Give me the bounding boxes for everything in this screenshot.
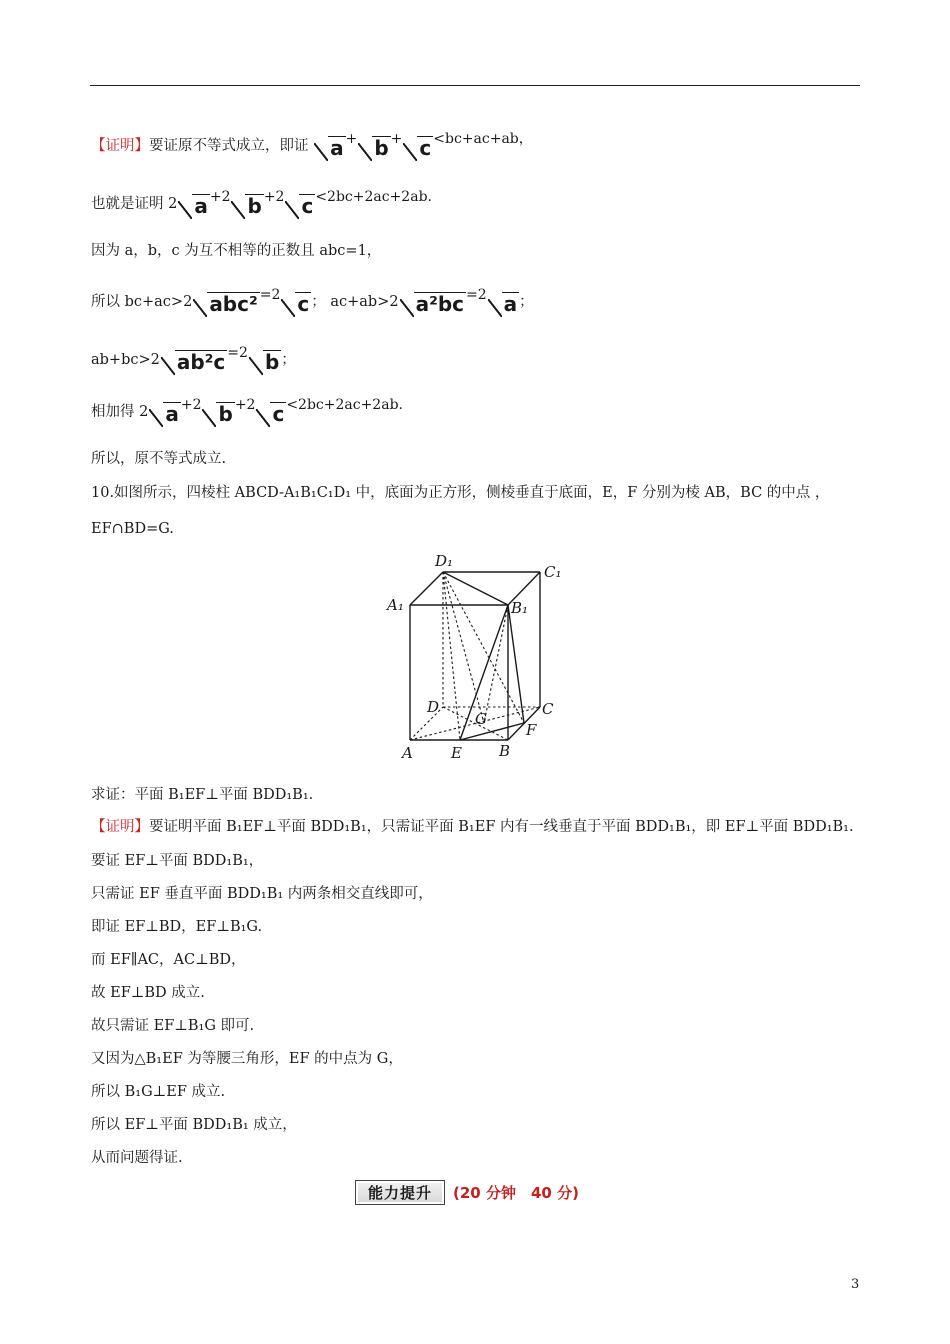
banner-title: 能力提升 bbox=[355, 1180, 445, 1205]
banner-subtitle: (20 分钟 40 分) bbox=[453, 1184, 579, 1202]
section-banner bbox=[355, 1180, 579, 1205]
proof1-line6: 相加得 2 a +2 b +2 c <2bc+2ac+2ab. bbox=[91, 397, 403, 426]
label-E: E bbox=[451, 744, 462, 762]
proof2-line9: 所以 B₁G⊥EF 成立. bbox=[91, 1084, 226, 1100]
proof2-line5: 而 EF∥AC，AC⊥BD， bbox=[91, 952, 246, 968]
proof2-line7: 故只需证 EF⊥B₁G 即可. bbox=[91, 1018, 255, 1034]
proof2-ask: 求证：平面 B₁EF⊥平面 BDD₁B₁. bbox=[91, 787, 314, 803]
question10-line1: 10.如图所示，四棱柱 ABCD-A₁B₁C₁D₁ 中，底面为正方形，侧棱垂直于底面，E，F 分别为棱 AB，BC 的中点 ， bbox=[91, 485, 830, 501]
proof1-line1: 【证明】要证原不等式成立，即证 a + b + c <bc+ac+ab， bbox=[91, 131, 533, 160]
label-D1: D₁ bbox=[435, 552, 454, 570]
proof2-line3: 只需证 EF 垂直平面 BDD₁B₁ 内两条相交直线即可， bbox=[91, 886, 433, 902]
proof2-line1: 【证明】要证明平面 B₁EF⊥平面 BDD₁B₁，只需证平面 B₁EF 内有一线垂直于平面 BDD₁B₁，即 EF⊥平面 BDD₁B₁. bbox=[91, 819, 854, 835]
proof-label: 【证明】 bbox=[91, 138, 149, 154]
proof1-line7: 所以，原不等式成立. bbox=[91, 451, 227, 467]
label-B: B bbox=[499, 742, 511, 760]
label-G: G bbox=[475, 710, 487, 728]
proof1-line2: 也就是证明 2 a +2 b +2 c <2bc+2ac+2ab. bbox=[91, 189, 432, 218]
question10-line2: EF∩BD=G. bbox=[91, 521, 174, 537]
label-C: C bbox=[542, 700, 554, 718]
proof2-line2: 要证 EF⊥平面 BDD₁B₁， bbox=[91, 853, 264, 869]
label-B1: B₁ bbox=[511, 599, 529, 617]
proof1-line4: 所以 bc+ac>2 abc² =2 c ； ac+ab>2 a²bc =2 a ； bbox=[91, 287, 534, 316]
label-A: A bbox=[402, 744, 413, 762]
proof2-line4: 即证 EF⊥BD，EF⊥B₁G. bbox=[91, 919, 263, 935]
proof1-line5: ab+bc>2 ab²c =2 b ； bbox=[91, 345, 296, 374]
proof2-line6: 故 EF⊥BD 成立. bbox=[91, 985, 205, 1001]
label-C1: C₁ bbox=[544, 563, 562, 581]
proof2-line8: 又因为△B₁EF 为等腰三角形，EF 的中点为 G， bbox=[91, 1051, 403, 1067]
label-A1: A₁ bbox=[387, 596, 404, 614]
proof1-line3: 因为 a，b，c 为互不相等的正数且 abc=1， bbox=[91, 243, 382, 259]
proof2-line10: 所以 EF⊥平面 BDD₁B₁ 成立， bbox=[91, 1117, 297, 1133]
label-F: F bbox=[526, 721, 537, 739]
label-D: D bbox=[427, 698, 440, 716]
proof2-line11: 从而问题得证. bbox=[91, 1150, 183, 1166]
page-number: 3 bbox=[851, 1277, 860, 1292]
header-rule bbox=[90, 85, 860, 86]
prism-figure bbox=[380, 545, 580, 765]
proof-label: 【证明】 bbox=[91, 819, 149, 835]
